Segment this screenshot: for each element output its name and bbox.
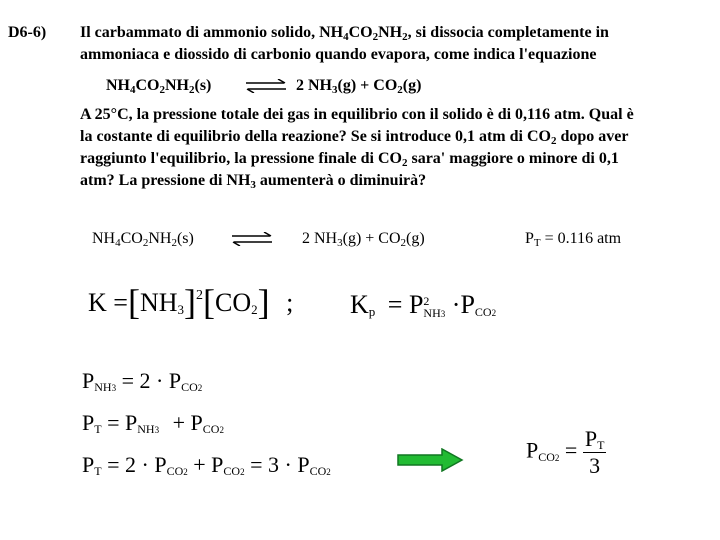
k-expression: $K =[NH_3]^2[CO_2]$ ; — [88, 282, 294, 322]
intro-line-2: ammoniaca e diossido di carbonio quando evapora, come indica l'equazione — [80, 46, 597, 63]
question-line-3: raggiunto l'equilibrio, la pressione finale di $CO_2$ sara' maggiore o minore di 0,1 — [80, 150, 619, 169]
problem-intro — [80, 22, 700, 66]
fraction: $\frac{P_T}{3}$ — [584, 426, 605, 478]
relation-pt-three: $P_T = 2 \cdot P_{CO2} + P_{CO2} = 3 \cdot P_{CO2}$ — [82, 452, 331, 478]
total-pressure: $P_T = 0.116$ atm — [525, 230, 622, 249]
problem-id: D6-6) — [8, 24, 47, 41]
equilibrium-arrows-icon-2 — [230, 232, 274, 246]
question-line-2: la costante di equilibrio della reazione? Se si introduce 0,1 atm di $CO_2$ dopo aver — [80, 128, 629, 147]
relation-pnh3: $P_{NH3} = 2 \cdot P_{CO2}$ — [82, 368, 203, 394]
question-line-1: A 25°C, la pressione totale dei gas in equilibrio con il solido è di 0,116 atm. Qual è — [80, 106, 634, 123]
relation-pt-sum: $P_T = P_{NH3} + P_{CO2}$ — [82, 410, 224, 436]
reaction-products: 2 $NH_3(g) + CO_2(g)$ — [296, 77, 422, 96]
right-arrow-shape — [398, 449, 462, 471]
right-arrow-icon — [396, 448, 466, 472]
equilibrium-arrows-icon — [244, 79, 288, 93]
reaction-reactant-2: $NH_4CO_2NH_2(s)$ — [92, 230, 194, 249]
kp-expression: $K_p = P$ 2 NH3 $\cdot P_{CO2}$ — [350, 290, 497, 320]
reaction-products-2: 2 $NH_3(g) + CO_2(g)$ — [302, 230, 425, 249]
question-line-4: atm? La pressione di $NH_3$ aumenterà o diminuirà? — [80, 172, 427, 191]
problem-question — [80, 104, 712, 192]
reaction-reactant: $NH_4CO_2NH_2(s)$ — [106, 77, 212, 96]
result-pco2: $P_{CO2}$ = $\frac{P_T}{3}$ — [526, 426, 605, 478]
intro-line-1: Il carbammato di ammonio solido, $NH_4CO_2NH_2$, si dissocia completamente in — [80, 24, 609, 43]
